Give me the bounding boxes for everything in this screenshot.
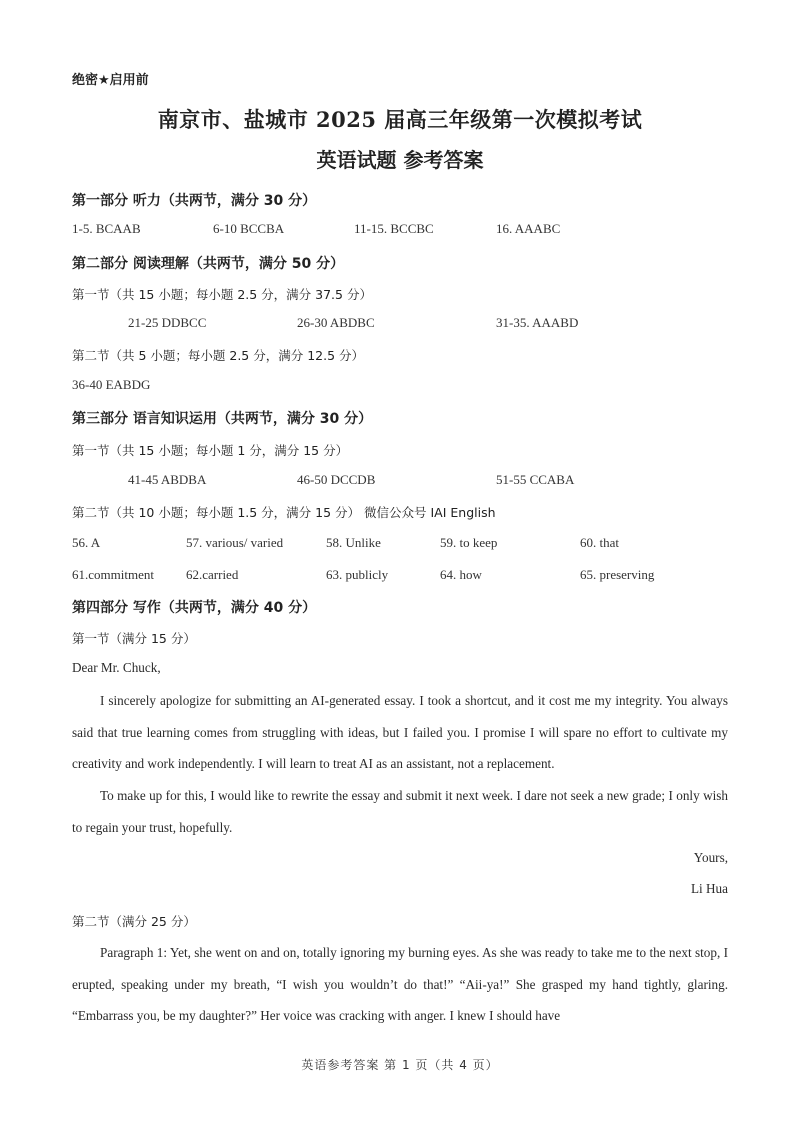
answer-group: 21-25 DDBCC bbox=[128, 315, 207, 330]
answer-item: 65. preserving bbox=[580, 567, 655, 582]
letter-signature: Li Hua bbox=[691, 881, 728, 896]
answer-group: 41-45 ABDBA bbox=[128, 472, 207, 487]
answer-item: 57. various/ varied bbox=[186, 535, 284, 550]
part4-section1-heading: 第一节（满分 15 分） bbox=[72, 631, 196, 646]
letter-salutation: Dear Mr. Chuck, bbox=[72, 660, 161, 675]
part2-heading: 第二部分 阅读理解（共两节，满分 50 分） bbox=[72, 256, 345, 272]
letter-paragraph bbox=[72, 780, 728, 843]
answer-item: 62.carried bbox=[186, 567, 239, 582]
part3-section1-heading: 第一节（共 15 小题；每小题 1 分，满分 15 分） bbox=[72, 443, 349, 458]
answer-group: 26-30 ABDBC bbox=[297, 315, 375, 330]
part3-section2-heading: 第二节（共 10 小题；每小题 1.5 分，满分 15 分） 微信公众号 IAI English bbox=[72, 505, 496, 520]
answer-group: 31-35. AAABD bbox=[496, 315, 579, 330]
letter-paragraph-text: To make up for this, I would like to rewrite the essay and submit it next week. I dare not seek a new grade; I only wish to regain your trust, hopefully. bbox=[72, 788, 728, 835]
answer-group: 1-5. BCAAB bbox=[72, 221, 141, 236]
part4-heading: 第四部分 写作（共两节，满分 40 分） bbox=[72, 600, 317, 616]
page-footer: 英语参考答案 第 1 页（共 4 页） bbox=[301, 1058, 499, 1072]
answer-item: 56. A bbox=[72, 535, 101, 550]
part3-heading: 第三部分 语言知识运用（共两节，满分 30 分） bbox=[72, 411, 373, 427]
answer-item: 60. that bbox=[580, 535, 619, 550]
exam-subtitle: 英语试题 参考答案 bbox=[316, 148, 484, 172]
answer-group: 11-15. BCCBC bbox=[354, 221, 434, 236]
answer-group: 51-55 CCABA bbox=[496, 472, 575, 487]
answer-group: 36-40 EABDG bbox=[72, 377, 151, 392]
story-paragraph-text: Paragraph 1: Yet, she went on and on, totally ignoring my burning eyes. As she was ready to take me to the next stop, I erupted, speaking under my breath, “I wish you wouldn’t do that!” “Aii-ya!” She grasped my hand tightly, glaring. “Embarrass you, be my daughter?” Her voice was cracking with anger. I knew I should have bbox=[72, 945, 728, 1023]
part4-section2-heading: 第二节（满分 25 分） bbox=[72, 914, 196, 929]
answer-item: 58. Unlike bbox=[326, 535, 381, 550]
answer-group: 6-10 BCCBA bbox=[213, 221, 285, 236]
answer-item: 61.commitment bbox=[72, 567, 154, 582]
story-paragraph bbox=[72, 937, 728, 1032]
exam-title: 南京市、盐城市 2025 届高三年级第一次模拟考试 bbox=[157, 107, 643, 132]
part1-heading: 第一部分 听力（共两节，满分 30 分） bbox=[72, 193, 317, 209]
answer-group: 46-50 DCCDB bbox=[297, 472, 376, 487]
letter-closing: Yours, bbox=[693, 850, 728, 865]
confidential-label: 绝密★启用前 bbox=[72, 73, 149, 88]
letter-paragraph-text: I sincerely apologize for submitting an AI-generated essay. I took a shortcut, and it cost me my integrity. You always said that true learning comes from struggling with ideas, but I failed you. I promise I will spare no effort to cultivate my creativity and work independently. I will learn to treat AI as an assistant, not a replacement. bbox=[72, 693, 728, 771]
letter-paragraph bbox=[72, 685, 728, 780]
answer-group: 16. AAABC bbox=[496, 221, 561, 236]
answer-item: 63. publicly bbox=[326, 567, 389, 582]
answer-item: 59. to keep bbox=[440, 535, 498, 550]
part2-section2-heading: 第二节（共 5 小题；每小题 2.5 分，满分 12.5 分） bbox=[72, 348, 365, 363]
part2-section1-heading: 第一节（共 15 小题；每小题 2.5 分，满分 37.5 分） bbox=[72, 287, 372, 302]
answer-item: 64. how bbox=[440, 567, 482, 582]
